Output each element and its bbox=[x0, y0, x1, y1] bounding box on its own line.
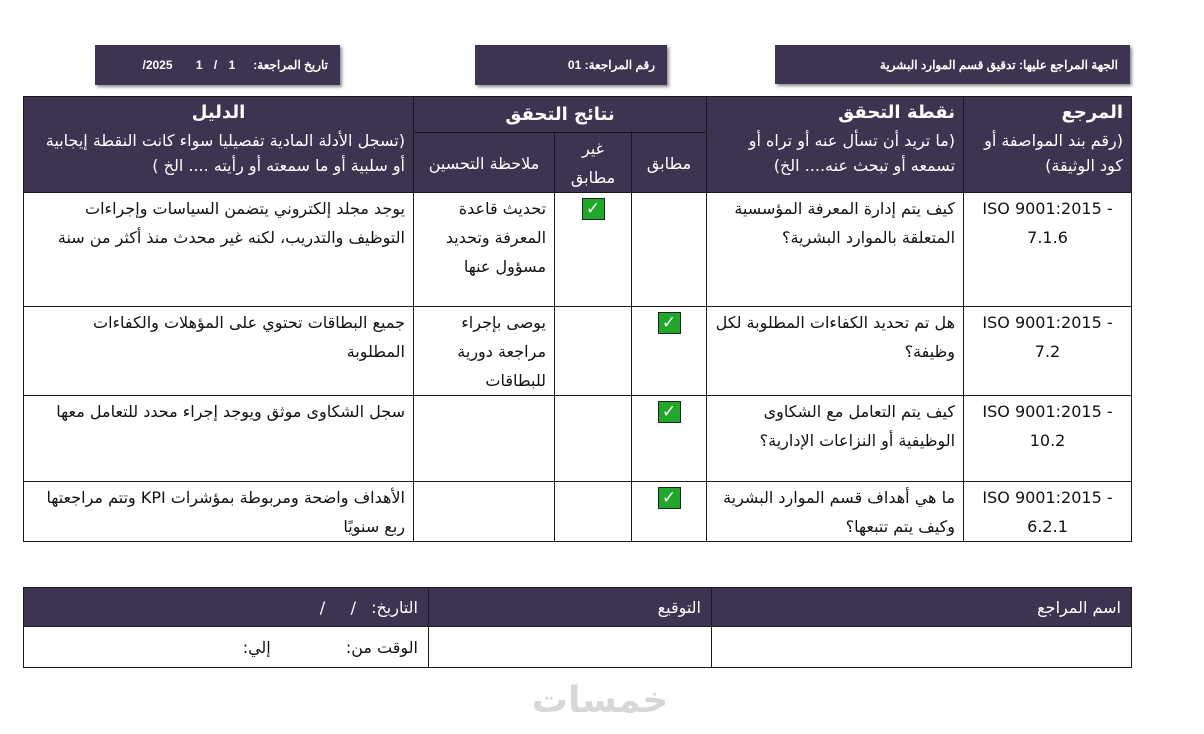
evidence-cell bbox=[24, 193, 414, 307]
conform-cell bbox=[632, 193, 707, 307]
checkpoint-header-title: نقطة التحقق bbox=[838, 102, 956, 123]
time-field[interactable] bbox=[24, 627, 429, 668]
reference-cell-text: - ISO 9001:2015 6.2.1 bbox=[982, 488, 1113, 536]
nonconform-header: غير مطابق bbox=[555, 133, 632, 193]
checkpoint-cell-text: كيف يتم إدارة المعرفة المؤسسية المتعلقة بالموارد البشرية؟ bbox=[734, 199, 956, 247]
results-header bbox=[414, 97, 707, 133]
improvement-cell-text: يوصى بإجراء مراجعة دورية للبطاقات bbox=[457, 313, 547, 390]
improvement-cell bbox=[414, 193, 555, 307]
evidence-cell bbox=[24, 307, 414, 396]
reference-header-title: المرجع bbox=[1061, 102, 1124, 123]
auditor-name-header: اسم المراجع bbox=[712, 588, 1132, 627]
review-date-day: 1 bbox=[228, 58, 236, 72]
date-slashes: / / bbox=[319, 597, 356, 617]
check-icon: ✓ bbox=[582, 198, 605, 220]
conform-cell bbox=[632, 307, 707, 396]
reference-cell bbox=[964, 193, 1132, 307]
reference-cell-text: - ISO 9001:2015 7.1.6 bbox=[982, 199, 1113, 247]
checkpoint-cell-text: هل تم تحديد الكفاءات المطلوبة لكل وظيفة؟ bbox=[715, 313, 956, 361]
improvement-cell bbox=[414, 396, 555, 482]
evidence-header-title: الدليل bbox=[191, 102, 246, 123]
watermark-logo: خمسات bbox=[531, 680, 669, 721]
checkpoint-cell-text: كيف يتم التعامل مع الشكاوى الوظيفية أو النزاعات الإدارية؟ bbox=[759, 402, 956, 450]
checkpoint-cell bbox=[707, 307, 964, 396]
review-date-box bbox=[95, 45, 340, 85]
evidence-header-subtitle: (تسجل الأدلة المادية تفصيليا سواء كانت النقطة إيجابية أو سلبية أو ما سمعته أو رأيته .... الخ ) bbox=[45, 131, 405, 175]
auditor-name-field[interactable] bbox=[712, 627, 1132, 668]
date-header bbox=[24, 588, 429, 627]
evidence-header bbox=[24, 97, 414, 193]
reference-cell-text: - ISO 9001:2015 10.2 bbox=[982, 402, 1113, 450]
review-date-year: 2025/ bbox=[142, 58, 173, 72]
audit-checklist-table bbox=[23, 96, 1132, 542]
time-to-label: إلي: bbox=[242, 637, 271, 657]
conform-header: مطابق bbox=[632, 133, 707, 193]
improvement-header: ملاحظة التحسين bbox=[414, 133, 555, 193]
table-row bbox=[24, 193, 1132, 307]
review-date-value bbox=[138, 58, 239, 72]
table-row bbox=[24, 482, 1132, 542]
check-icon: ✓ bbox=[658, 487, 681, 509]
nonconform-cell bbox=[555, 193, 632, 307]
results-header-title: نتائج التحقق bbox=[505, 104, 615, 125]
evidence-cell-text: يوجد مجلد إلكتروني يتضمن السياسات وإجراءات التوظيف والتدريب، لكنه غير محدث منذ أكثر من سنة bbox=[57, 199, 405, 247]
checkpoint-header bbox=[707, 97, 964, 193]
signature-header: التوقيع bbox=[429, 588, 712, 627]
review-date-month: 1 bbox=[195, 58, 203, 72]
improvement-cell bbox=[414, 482, 555, 542]
signature-field[interactable] bbox=[429, 627, 712, 668]
reference-cell bbox=[964, 482, 1132, 542]
time-from-label: الوقت من: bbox=[345, 637, 418, 657]
improvement-cell bbox=[414, 307, 555, 396]
evidence-cell bbox=[24, 396, 414, 482]
audited-entity-label: الجهة المراجع عليها: bbox=[1019, 57, 1118, 72]
conform-cell bbox=[632, 482, 707, 542]
evidence-cell-text: جميع البطاقات تحتوي على المؤهلات والكفاءات المطلوبة bbox=[93, 313, 405, 361]
conform-cell bbox=[632, 396, 707, 482]
review-number-box bbox=[475, 45, 667, 85]
checkpoint-cell bbox=[707, 396, 964, 482]
audited-entity-value: تدقيق قسم الموارد البشرية bbox=[879, 57, 1016, 72]
reference-cell bbox=[964, 307, 1132, 396]
nonconform-cell bbox=[555, 482, 632, 542]
review-date-separator: / bbox=[213, 58, 218, 72]
nonconform-cell bbox=[555, 396, 632, 482]
evidence-cell-text: الأهداف واضحة ومربوطة بمؤشرات KPI وتتم مراجعتها ربع سنويًا bbox=[46, 488, 405, 536]
review-number-value: 01 bbox=[567, 58, 582, 72]
reference-header-subtitle: (رقم بند المواصفة أو كود الوثيقة) bbox=[984, 131, 1124, 175]
table-row bbox=[24, 307, 1132, 396]
review-date-label: تاريخ المراجعة: bbox=[253, 58, 328, 72]
checkpoint-cell bbox=[707, 482, 964, 542]
evidence-cell-text: سجل الشكاوى موثق ويوجد إجراء محدد للتعامل معها bbox=[56, 402, 405, 421]
check-icon: ✓ bbox=[658, 312, 681, 334]
evidence-cell bbox=[24, 482, 414, 542]
reference-header bbox=[964, 97, 1132, 193]
audited-entity-box bbox=[775, 45, 1130, 84]
checkpoint-header-subtitle: (ما تريد أن تسأل عنه أو تراه أو تسمعه أو تبحث عنه.... الخ) bbox=[748, 131, 956, 175]
checkpoint-cell bbox=[707, 193, 964, 307]
checkpoint-cell-text: ما هي أهداف قسم الموارد البشرية وكيف يتم تتبعها؟ bbox=[723, 488, 956, 536]
date-label: التاريخ: bbox=[371, 597, 418, 617]
reference-cell-text: - ISO 9001:2015 7.2 bbox=[982, 313, 1113, 361]
auditor-signature-table bbox=[23, 587, 1132, 668]
table-row bbox=[24, 396, 1132, 482]
review-number-label: رقم المراجعة: bbox=[584, 58, 655, 72]
check-icon: ✓ bbox=[658, 401, 681, 423]
improvement-cell-text: تحديث قاعدة المعرفة وتحديد مسؤول عنها bbox=[445, 199, 547, 276]
nonconform-cell bbox=[555, 307, 632, 396]
reference-cell bbox=[964, 396, 1132, 482]
